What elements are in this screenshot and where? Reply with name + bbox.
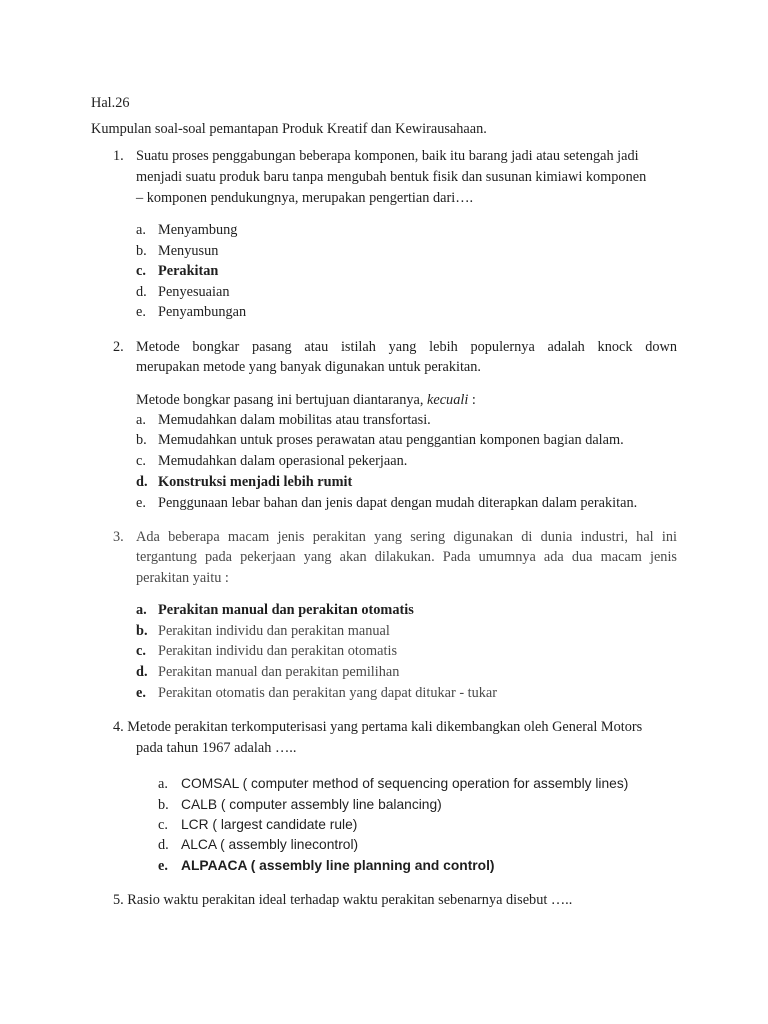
subprompt-text: Metode bongkar pasang ini bertujuan diantaranya, bbox=[136, 392, 428, 408]
subprompt-suffix: : bbox=[468, 392, 476, 408]
option-text: ALCA ( assembly linecontrol) bbox=[181, 837, 359, 852]
option-text: CALB ( computer assembly line balancing) bbox=[181, 797, 442, 812]
question-text-line: 5. Rasio waktu perakitan ideal terhadap waktu perakitan sebenarnya disebut ….. bbox=[113, 892, 573, 908]
question-text-line: perakitan yaitu : bbox=[136, 570, 229, 586]
option-letter: c. bbox=[136, 453, 146, 469]
option-letter: a. bbox=[136, 412, 146, 428]
question-text-line: – komponen pendukungnya, merupakan pengertian dari…. bbox=[136, 190, 474, 206]
option-letter: d. bbox=[136, 664, 148, 680]
option-letter: a. bbox=[136, 222, 146, 238]
option-text: Perakitan individu dan perakitan manual bbox=[158, 623, 390, 639]
option-letter: d. bbox=[136, 474, 148, 490]
option-text: Memudahkan dalam mobilitas atau transfortasi. bbox=[158, 412, 431, 428]
question-text-line: tergantung pada pekerjaan yang akan dilakukan. Pada umumnya ada dua macam jenis bbox=[136, 549, 677, 565]
option-letter: b. bbox=[158, 797, 169, 813]
option-text: Perakitan otomatis dan perakitan yang dapat ditukar - tukar bbox=[158, 685, 498, 701]
question-text-line: 4. Metode perakitan terkomputerisasi yang pertama kali dikembangkan oleh General Motors bbox=[113, 719, 643, 735]
option-text: Perakitan manual dan perakitan otomatis bbox=[158, 602, 414, 618]
page-number: Hal.26 bbox=[91, 95, 130, 111]
question-number: 1. bbox=[113, 148, 124, 164]
option-letter: c. bbox=[158, 817, 168, 833]
option-letter: e. bbox=[136, 495, 146, 511]
question-text-line: Ada beberapa macam jenis perakitan yang sering digunakan di dunia industri, hal ini bbox=[136, 529, 677, 545]
option-letter: a. bbox=[158, 776, 168, 792]
question-text-line: Suatu proses penggabungan beberapa komponen, baik itu barang jadi atau setengah jadi bbox=[136, 148, 639, 164]
option-text: Memudahkan untuk proses perawatan atau penggantian komponen bagian dalam. bbox=[158, 432, 624, 448]
option-text: Menyusun bbox=[158, 243, 219, 259]
option-text: COMSAL ( computer method of sequencing operation for assembly lines) bbox=[181, 776, 629, 791]
question-text-line: Metode bongkar pasang atau istilah yang lebih populernya adalah knock down bbox=[136, 339, 677, 355]
option-text: ALPAACA ( assembly line planning and control) bbox=[181, 858, 495, 873]
question-subprompt bbox=[136, 390, 476, 410]
option-letter: c. bbox=[136, 263, 146, 279]
option-letter: e. bbox=[136, 685, 146, 701]
option-text: Memudahkan dalam operasional pekerjaan. bbox=[158, 453, 408, 469]
question-text-line: menjadi suatu produk baru tanpa mengubah bentuk fisik dan susunan kimiawi komponen bbox=[136, 169, 647, 185]
option-letter: b. bbox=[136, 243, 147, 259]
option-text: Penyesuaian bbox=[158, 284, 230, 300]
question-number: 3. bbox=[113, 529, 124, 545]
option-letter: c. bbox=[136, 643, 146, 659]
option-text: Perakitan manual dan perakitan pemilihan bbox=[158, 664, 400, 680]
option-text: Konstruksi menjadi lebih rumit bbox=[158, 474, 353, 490]
option-letter: a. bbox=[136, 602, 147, 618]
option-letter: e. bbox=[158, 858, 168, 874]
option-letter: b. bbox=[136, 432, 147, 448]
option-text: LCR ( largest candidate rule) bbox=[181, 817, 358, 832]
option-text: Penyambungan bbox=[158, 304, 247, 320]
document-title: Kumpulan soal-soal pemantapan Produk Kreatif dan Kewirausahaan. bbox=[91, 121, 487, 137]
subprompt-emphasis: kecuali bbox=[427, 392, 469, 408]
question-text-line: pada tahun 1967 adalah ….. bbox=[136, 740, 297, 756]
option-text: Penggunaan lebar bahan dan jenis dapat dengan mudah diterapkan dalam perakitan. bbox=[158, 495, 638, 511]
option-letter: e. bbox=[136, 304, 146, 320]
option-letter: b. bbox=[136, 623, 148, 639]
option-letter: d. bbox=[136, 284, 147, 300]
option-text: Perakitan individu dan perakitan otomatis bbox=[158, 643, 398, 659]
option-text: Menyambung bbox=[158, 222, 238, 238]
question-number: 2. bbox=[113, 339, 124, 355]
option-letter: d. bbox=[158, 837, 169, 853]
option-text: Perakitan bbox=[158, 263, 219, 279]
question-text-line: merupakan metode yang banyak digunakan untuk perakitan. bbox=[136, 359, 481, 375]
